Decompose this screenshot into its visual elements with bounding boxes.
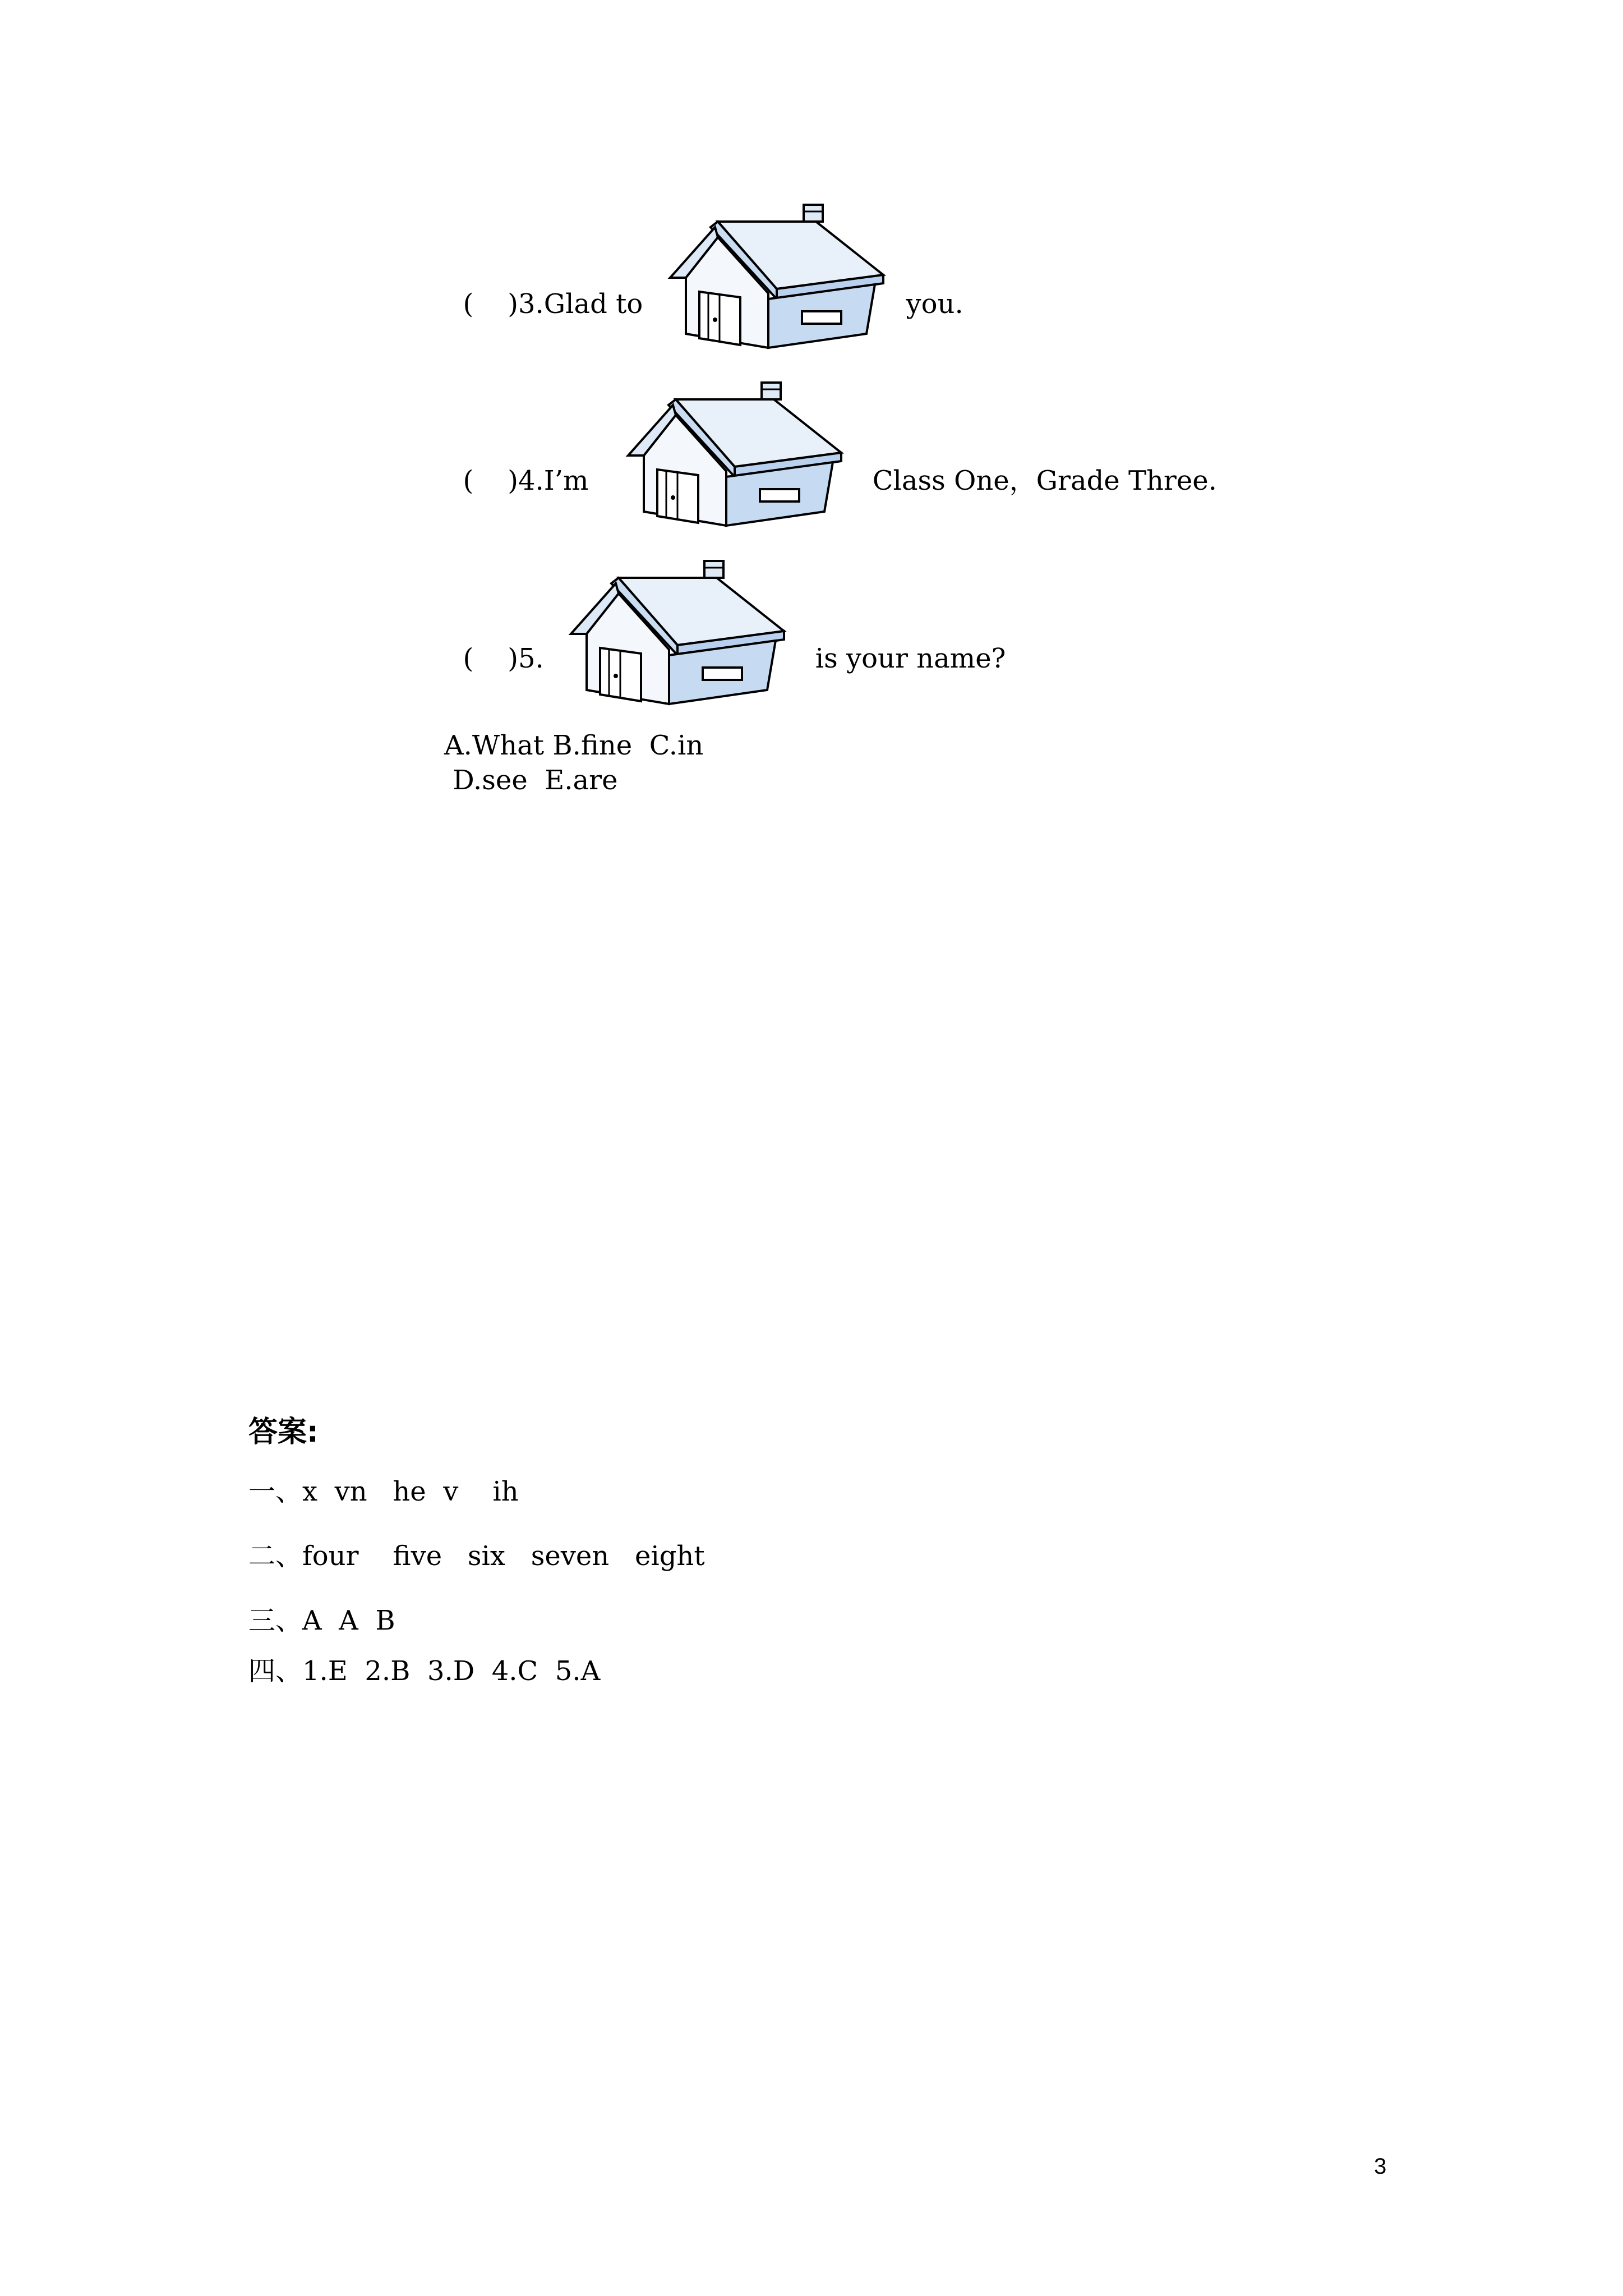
answers-title: 答案:	[248, 1415, 319, 1449]
answer-line-3: 三、A A B	[248, 1605, 395, 1636]
page-number: 3	[1374, 2154, 1387, 2179]
options-line-2: D.see E.are	[444, 765, 618, 796]
question-4-suffix-wrap	[847, 440, 1217, 494]
house-picture-icon	[623, 377, 847, 534]
answer-line-4: 四、1.E 2.B 3.D 4.C 5.A	[248, 1655, 601, 1687]
question-5	[446, 618, 544, 672]
question-5-suffix-wrap	[790, 618, 1006, 672]
question-5-prefix: ( )5.	[463, 643, 544, 674]
question-4-suffix: Class One，Grade Three.	[864, 465, 1217, 496]
question-3	[446, 264, 643, 318]
question-3-suffix-wrap	[889, 264, 963, 318]
question-3-prefix: ( )3.Glad to	[463, 288, 643, 320]
question-3-suffix: you.	[906, 288, 963, 320]
answer-line-1: 一、x vn he v ih	[248, 1476, 519, 1507]
question-5-suffix: is your name?	[806, 643, 1006, 674]
options-line-1: A.What B.fine C.in	[444, 730, 704, 761]
house-picture-icon	[565, 555, 790, 712]
question-4	[446, 440, 589, 494]
question-4-prefix: ( )4.I’m	[463, 465, 589, 496]
house-picture-icon	[665, 199, 889, 356]
answer-line-2: 二、four five six seven eight	[248, 1540, 705, 1572]
